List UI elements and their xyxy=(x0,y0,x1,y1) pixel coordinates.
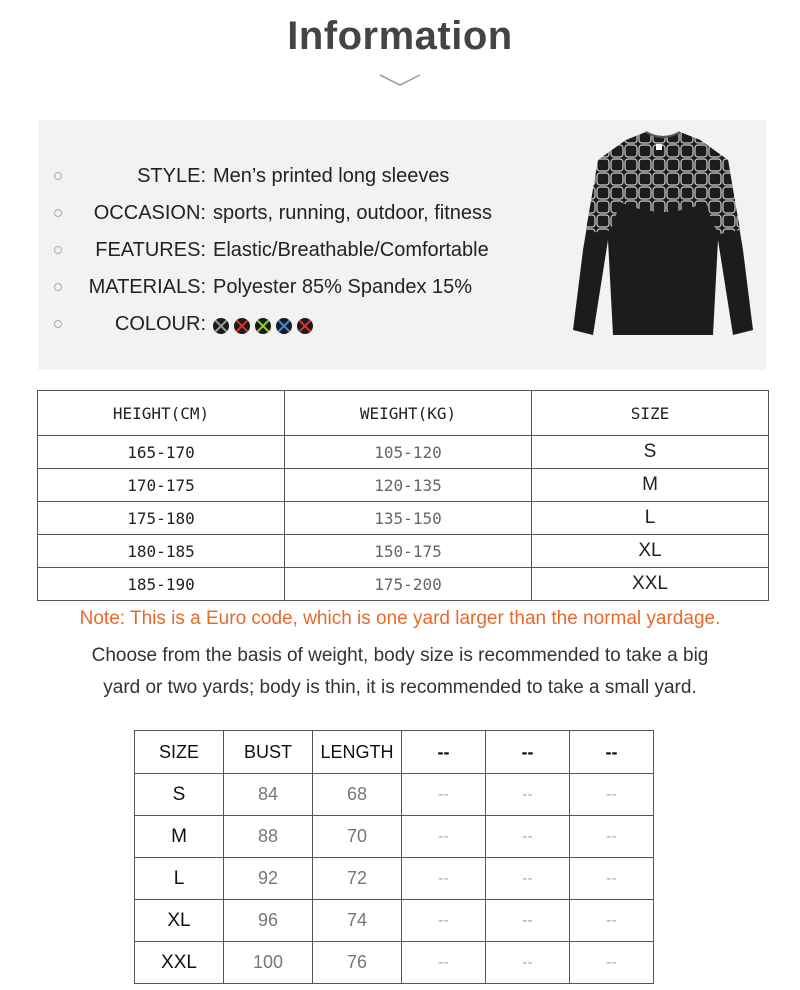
info-value: Men’s printed long sleeves xyxy=(213,165,450,187)
table-row xyxy=(38,568,769,601)
length-cell: 72 xyxy=(313,858,402,900)
bullet-icon xyxy=(54,172,62,180)
weight-cell: 135-150 xyxy=(285,502,532,535)
info-value: sports, running, outdoor, fitness xyxy=(213,202,493,224)
bust-cell: 96 xyxy=(224,900,313,942)
colour-swatch-red-2[interactable] xyxy=(297,318,313,334)
info-label: COLOUR: xyxy=(114,313,206,335)
info-value: Elastic/Breathable/Comfortable xyxy=(213,239,489,261)
column-header: LENGTH xyxy=(313,731,402,774)
size-cell: L xyxy=(532,502,769,535)
empty-cell: -- xyxy=(570,858,654,900)
table-header-row xyxy=(135,731,654,774)
size-cell: M xyxy=(532,469,769,502)
size-cell: S xyxy=(135,774,224,816)
column-header: BUST xyxy=(224,731,313,774)
column-header: -- xyxy=(402,731,486,774)
height-cell: 175-180 xyxy=(38,502,285,535)
info-label: OCCASION: xyxy=(93,202,206,224)
length-cell: 76 xyxy=(313,942,402,984)
table-row xyxy=(135,942,654,984)
weight-cell: 105-120 xyxy=(285,436,532,469)
table-row xyxy=(135,900,654,942)
column-header: SIZE xyxy=(532,391,769,436)
height-cell: 165-170 xyxy=(38,436,285,469)
height-cell: 170-175 xyxy=(38,469,285,502)
info-row-style xyxy=(38,162,558,192)
bust-cell: 100 xyxy=(224,942,313,984)
length-cell: 70 xyxy=(313,816,402,858)
bust-cell: 88 xyxy=(224,816,313,858)
colour-swatch-red[interactable] xyxy=(234,318,250,334)
empty-cell: -- xyxy=(570,900,654,942)
weight-cell: 150-175 xyxy=(285,535,532,568)
empty-cell: -- xyxy=(486,816,570,858)
size-cell: XL xyxy=(135,900,224,942)
size-cell: S xyxy=(532,436,769,469)
empty-cell: -- xyxy=(402,858,486,900)
info-label: MATERIALS: xyxy=(88,276,206,298)
page-title: Information xyxy=(287,14,513,58)
size-cell: XXL xyxy=(532,568,769,601)
empty-cell: -- xyxy=(570,942,654,984)
bust-cell: 92 xyxy=(224,858,313,900)
size-cell: M xyxy=(135,816,224,858)
table-header-row xyxy=(38,391,769,436)
table-row xyxy=(38,535,769,568)
table-row xyxy=(135,858,654,900)
weight-cell: 120-135 xyxy=(285,469,532,502)
size-cell: XXL xyxy=(135,942,224,984)
column-header: WEIGHT(KG) xyxy=(285,391,532,436)
chevron-down-icon xyxy=(378,72,422,88)
empty-cell: -- xyxy=(486,900,570,942)
table-row xyxy=(135,774,654,816)
size-recommendation xyxy=(0,640,800,704)
length-cell: 74 xyxy=(313,900,402,942)
column-header: HEIGHT(CM) xyxy=(38,391,285,436)
empty-cell: -- xyxy=(486,858,570,900)
table-row xyxy=(38,436,769,469)
recommendation-line: yard or two yards; body is thin, it is recommended to take a small yard. xyxy=(103,677,697,698)
info-label: STYLE: xyxy=(137,165,206,187)
shirt-product-image xyxy=(568,130,758,340)
info-row-occasion xyxy=(38,199,558,229)
empty-cell: -- xyxy=(486,774,570,816)
info-row-features xyxy=(38,236,558,266)
empty-cell: -- xyxy=(486,942,570,984)
euro-code-note: Note: This is a Euro code, which is one yard larger than the normal yardage. xyxy=(79,608,721,629)
empty-cell: -- xyxy=(570,774,654,816)
empty-cell: -- xyxy=(402,942,486,984)
height-cell: 180-185 xyxy=(38,535,285,568)
empty-cell: -- xyxy=(402,816,486,858)
measurement-table xyxy=(134,730,654,984)
size-cell: XL xyxy=(532,535,769,568)
colour-swatch-grey[interactable] xyxy=(213,318,229,334)
length-cell: 68 xyxy=(313,774,402,816)
table-row xyxy=(38,469,769,502)
bullet-icon xyxy=(54,320,62,328)
table-row xyxy=(135,816,654,858)
height-cell: 185-190 xyxy=(38,568,285,601)
column-header: SIZE xyxy=(135,731,224,774)
column-header: -- xyxy=(570,731,654,774)
weight-cell: 175-200 xyxy=(285,568,532,601)
colour-swatch-blue[interactable] xyxy=(276,318,292,334)
bullet-icon xyxy=(54,209,62,217)
bullet-icon xyxy=(54,283,62,291)
bust-cell: 84 xyxy=(224,774,313,816)
table-row xyxy=(38,502,769,535)
info-label: FEATURES: xyxy=(95,239,206,261)
info-row-colour xyxy=(38,310,558,340)
size-chart-table xyxy=(37,390,769,601)
size-cell: L xyxy=(135,858,224,900)
info-row-materials xyxy=(38,273,558,303)
info-value: Polyester 85% Spandex 15% xyxy=(213,276,473,298)
recommendation-line: Choose from the basis of weight, body size is recommended to take a big xyxy=(91,645,709,666)
colour-swatch-green[interactable] xyxy=(255,318,271,334)
bullet-icon xyxy=(54,246,62,254)
empty-cell: -- xyxy=(570,816,654,858)
empty-cell: -- xyxy=(402,774,486,816)
colour-swatches xyxy=(213,318,313,334)
column-header: -- xyxy=(486,731,570,774)
empty-cell: -- xyxy=(402,900,486,942)
